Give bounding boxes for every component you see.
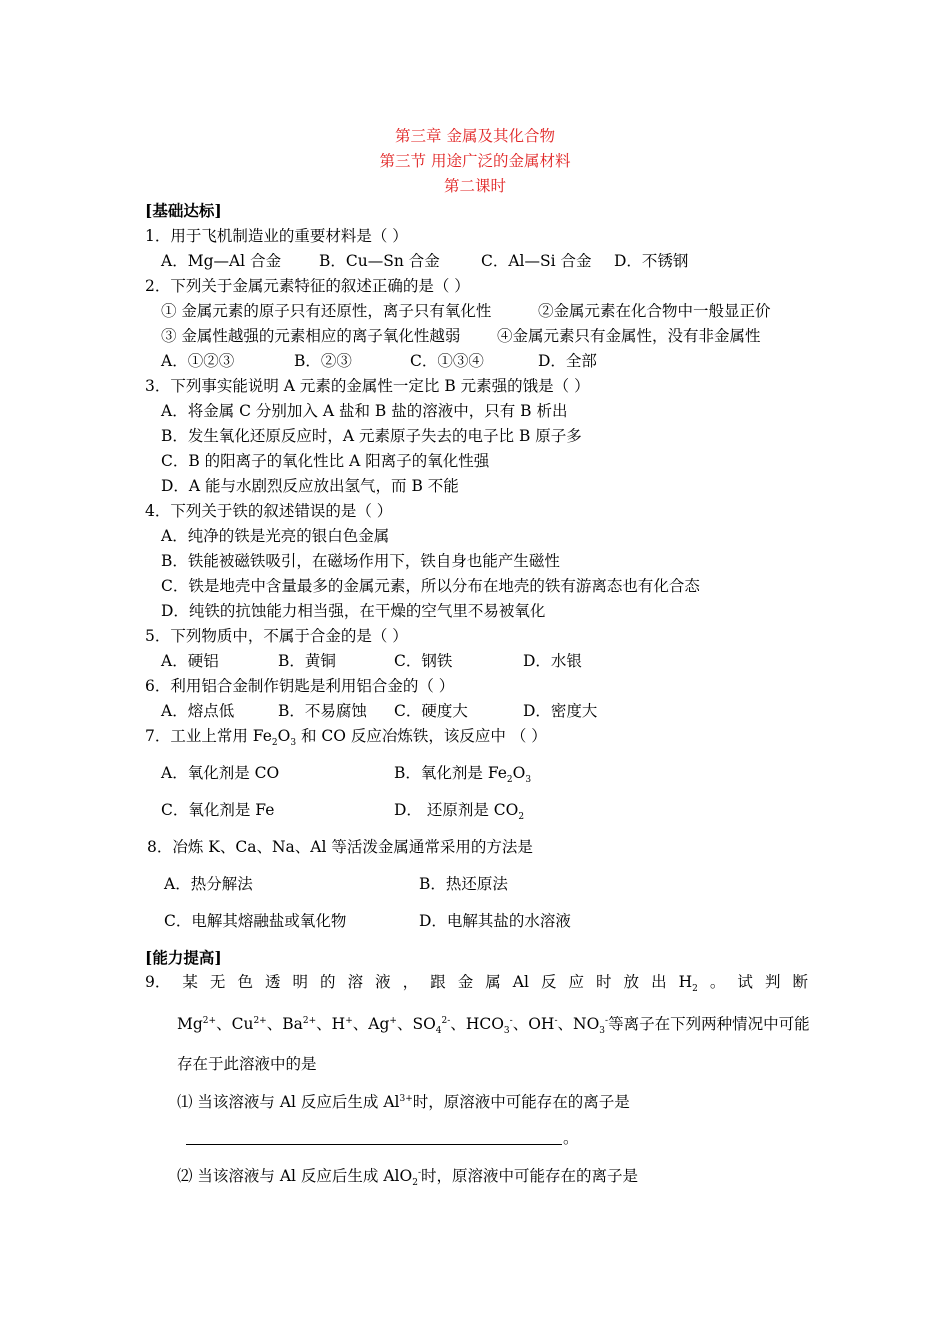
q9-char: 时 — [596, 973, 612, 991]
q9-char: 反 — [540, 973, 557, 991]
ion-charge: - — [509, 1015, 513, 1026]
q9-char: 透 — [264, 973, 281, 991]
question-9-line-1 — [145, 972, 808, 995]
ion-subscript: 3 — [599, 1026, 606, 1037]
q1-option-c: C．Al—Si 合金 — [481, 252, 592, 270]
q9-ion-list-tail: 等离子在下列两种情况中可能 — [608, 1015, 810, 1033]
q6-option-b: B．不易腐蚀 — [278, 702, 367, 720]
ion-charge: 2+ — [202, 1015, 217, 1026]
q7-option-d-text: D． 还原剂是 CO — [394, 801, 519, 819]
q9-char: 出 — [651, 973, 667, 991]
separator: 、 — [316, 1015, 332, 1033]
q7-option-b-sub-2: 2 — [506, 775, 513, 786]
q9-sub-2-tail: 时，原溶液中可能存在的离子是 — [421, 1167, 639, 1185]
q4-option-b: B．铁能被磁铁吸引，在磁场作用下，铁自身也能产生磁性 — [161, 552, 560, 570]
advanced-section-heading: [能力提高] — [145, 948, 222, 967]
lesson-title: 第二课时 — [443, 177, 506, 195]
q7-formula-fe: Fe — [252, 727, 272, 745]
q7-stem-part-2: 和 CO 反应冶炼铁，该反应中 （ ） — [296, 727, 547, 745]
ion-ag: Ag — [368, 1015, 390, 1033]
separator: 、 — [557, 1015, 573, 1033]
question-5: 5．下列物质中，不属于合金的是（ ） — [145, 627, 408, 645]
q6-option-d: D．密度大 — [523, 702, 598, 720]
question-1: 1．用于飞机制造业的重要材料是（ ） — [145, 227, 408, 245]
q4-option-a: A．纯净的铁是光亮的银白色金属 — [161, 527, 390, 545]
q9-char: 断 — [792, 973, 808, 991]
q9-sub-1-charge: 3+ — [399, 1093, 413, 1104]
separator: 、 — [450, 1015, 466, 1033]
q7-option-b — [394, 763, 532, 786]
q9-sub-1-text: ⑴ 当该溶液与 Al 反应后生成 Al — [177, 1093, 400, 1111]
q7-stem-part-1: 7．工业上常用 — [145, 727, 253, 745]
question-3: 3．下列事实能说明 A 元素的金属性一定比 B 元素强的饿是（ ） — [145, 377, 590, 395]
separator: 、 — [512, 1015, 529, 1033]
q9-char: 属 — [485, 973, 501, 991]
q9-char: 的 — [320, 973, 336, 991]
q1-option-d: D．不锈钢 — [614, 252, 689, 270]
ion-oh: OH — [528, 1015, 555, 1033]
q3-option-c: C．B 的阳离子的氧化性比 A 阳离子的氧化性强 — [161, 452, 490, 470]
chapter-title: 第三章 金属及其化合物 — [395, 127, 555, 145]
q2-option-c: C．①③④ — [410, 352, 484, 370]
q8-option-b: B．热还原法 — [419, 875, 508, 893]
q7-formula-o: O — [277, 727, 291, 745]
q2-statement-4: ④金属元素只有金属性，没有非金属性 — [497, 327, 761, 345]
q4-option-c: C．铁是地壳中含量最多的金属元素，所以分布在地壳的铁有游离态也有化合态 — [161, 577, 700, 595]
q7-option-b-fe: Fe — [487, 764, 507, 782]
q7-option-a: A．氧化剂是 CO — [161, 764, 280, 782]
q7-formula-sub-3: 3 — [290, 738, 297, 749]
separator: 、 — [266, 1015, 283, 1033]
ion-cu: Cu — [231, 1015, 254, 1033]
q4-option-d: D．纯铁的抗蚀能力相当强，在干燥的空气里不易被氧化 — [161, 602, 546, 620]
q9-char: 。 — [709, 973, 726, 991]
q5-option-d: D．水银 — [523, 652, 582, 670]
q9-char: 明 — [292, 973, 309, 991]
q6-option-c: C．硬度大 — [394, 702, 468, 720]
ion-subscript: 3 — [503, 1026, 510, 1037]
q9-ion-list — [177, 1014, 810, 1037]
separator: 、 — [352, 1015, 369, 1033]
q5-option-c: C．钢铁 — [394, 652, 453, 670]
q2-statement-3: ③ 金属性越强的元素相应的离子氧化性越弱 — [161, 327, 461, 345]
ion-charge: + — [345, 1015, 353, 1026]
q7-option-b-text: B．氧化剂是 — [394, 764, 488, 782]
separator: 、 — [216, 1015, 232, 1033]
q5-option-b: B．黄铜 — [278, 652, 336, 670]
q9-char: 液 — [375, 973, 391, 991]
ion-charge: 2+ — [302, 1015, 317, 1026]
ion-h: H — [331, 1015, 346, 1033]
q2-statement-1: ① 金属元素的原子只有还原性，离子只有氧化性 — [161, 302, 492, 320]
separator: 、 — [396, 1015, 413, 1033]
q9-line-3: 存在于此溶液中的是 — [177, 1055, 317, 1073]
q9-char: ， — [402, 973, 419, 991]
answer-blank-1[interactable] — [186, 1144, 562, 1145]
q9-char: 放 — [623, 973, 640, 991]
section-title: 第三节 用途广泛的金属材料 — [379, 152, 571, 170]
ion-charge: 2- — [441, 1015, 451, 1026]
q9-char: 色 — [237, 973, 253, 991]
question-6: 6．利用铝合金制作钥匙是利用铝合金的（ ） — [145, 677, 455, 695]
ion-ba: Ba — [282, 1015, 303, 1033]
ion-mg: Mg — [177, 1015, 203, 1033]
q3-option-a: A．将金属 C 分别加入 A 盐和 B 盐的溶液中，只有 B 析出 — [161, 402, 568, 420]
q9-sub-1-tail: 时，原溶液中可能存在的离子是 — [412, 1093, 630, 1111]
q9-h-sub: 2 — [692, 984, 698, 995]
q9-sub-2-text: ⑵ 当该溶液与 Al 反应后生成 AlO — [177, 1167, 413, 1185]
q9-sub-2-charge: - — [417, 1167, 421, 1178]
q7-option-b-sub-3: 3 — [525, 775, 532, 786]
q7-option-d-sub-2: 2 — [518, 812, 525, 823]
q9-h: H — [678, 973, 693, 991]
q9-char: 溶 — [347, 973, 364, 991]
q9-sub-1 — [177, 1092, 630, 1112]
ion-charge: - — [554, 1015, 558, 1026]
q9-char: 金 — [457, 973, 474, 991]
ion-hco3: HCO — [465, 1015, 504, 1033]
q7-formula-sub-2: 2 — [271, 738, 278, 749]
q7-option-d — [394, 800, 525, 823]
question-7 — [145, 726, 547, 749]
basic-section-heading: [基础达标] — [145, 201, 222, 220]
ion-charge: + — [389, 1015, 397, 1026]
ion-so4: SO — [412, 1015, 436, 1033]
q9-char: Al — [512, 973, 529, 991]
q2-option-a: A．①②③ — [161, 352, 235, 370]
q5-option-a: A．硬铝 — [161, 652, 219, 670]
answer-blank-period: 。 — [563, 1129, 579, 1147]
q9-char: 判 — [764, 973, 781, 991]
q9-char: 9． — [145, 973, 171, 991]
ion-charge: 2+ — [253, 1015, 267, 1026]
q3-option-d: D．A 能与水剧烈反应放出氢气，而 B 不能 — [161, 477, 459, 495]
q9-char: 跟 — [430, 973, 446, 991]
q8-option-c: C．电解其熔融盐或氧化物 — [164, 912, 347, 930]
q9-formula-h2 — [678, 972, 698, 995]
ion-no3: NO — [573, 1015, 600, 1033]
q9-sub-2 — [177, 1166, 639, 1189]
question-4: 4．下列关于铁的叙述错误的是（ ） — [145, 502, 393, 520]
q9-char: 应 — [568, 973, 584, 991]
q9-char: 试 — [737, 973, 753, 991]
ion-subscript: 4 — [435, 1026, 442, 1037]
q8-option-d: D．电解其盐的水溶液 — [419, 912, 571, 930]
q9-sub-2-subscript: 2 — [412, 1178, 418, 1189]
q9-char: 某 — [182, 973, 198, 991]
q1-option-a: A．Mg—Al 合金 — [161, 252, 282, 270]
q7-option-c: C．氧化剂是 Fe — [161, 801, 275, 819]
q3-option-b: B．发生氧化还原反应时，A 元素原子失去的电子比 B 原子多 — [161, 427, 582, 445]
q9-char: 无 — [209, 973, 226, 991]
q2-statement-2: ②金属元素在化合物中一般显正价 — [538, 302, 771, 320]
ion-charge: - — [605, 1015, 609, 1026]
question-8: 8．冶炼 K、Ca、Na、Al 等活泼金属通常采用的方法是 — [147, 838, 533, 856]
q2-option-d: D．全部 — [538, 352, 597, 370]
q7-option-b-o: O — [512, 764, 526, 782]
q8-option-a: A．热分解法 — [164, 875, 253, 893]
q2-option-b: B．②③ — [294, 352, 352, 370]
question-2: 2．下列关于金属元素特征的叙述正确的是（ ） — [145, 277, 470, 295]
q6-option-a: A．熔点低 — [161, 702, 235, 720]
q1-option-b: B．Cu—Sn 合金 — [319, 252, 440, 270]
